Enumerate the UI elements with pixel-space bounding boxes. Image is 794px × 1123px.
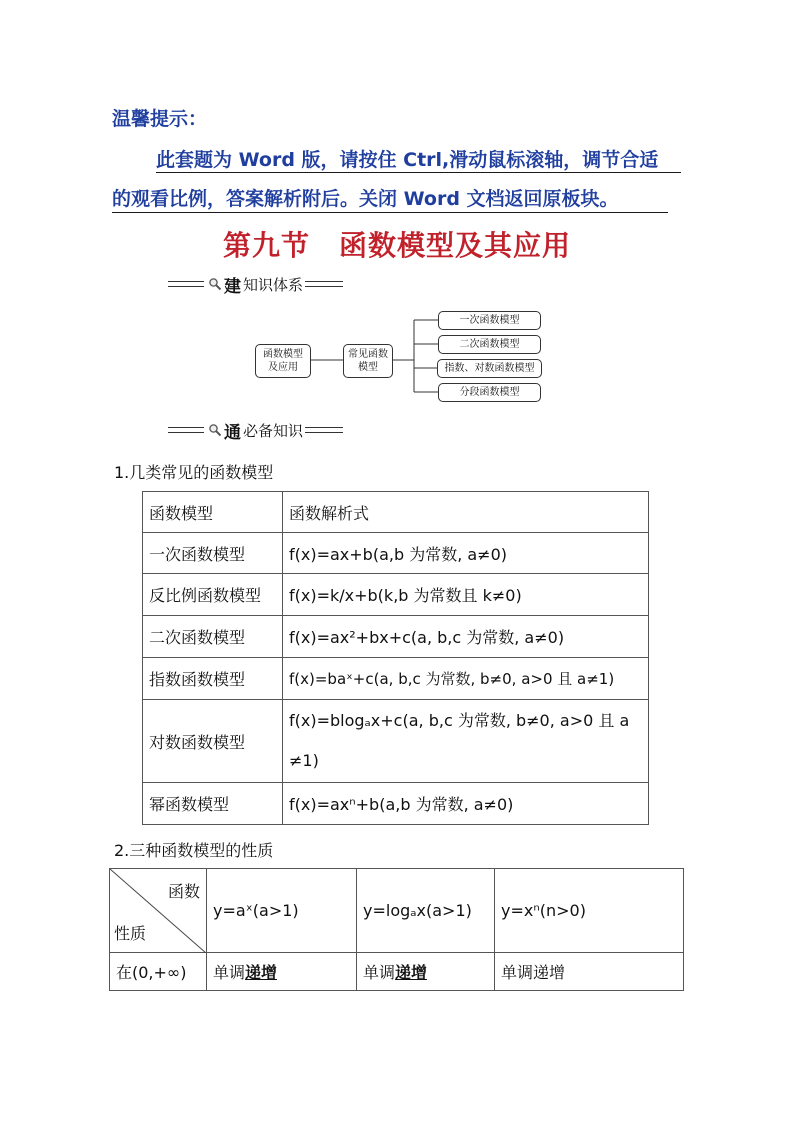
diagram-leaf-node [438, 383, 541, 402]
corner-bottom-label: 性质 [114, 924, 147, 943]
table-cell-formula: f(x)=ax+b(a,b 为常数, a≠0) [283, 533, 649, 574]
tip-line-1: 此套题为 Word 版，请按住 Ctrl,滑动鼠标滚轴，调节合适 [156, 149, 659, 171]
section-label: 必备知识 [243, 421, 304, 440]
table-cell-model: 幂函数模型 [143, 783, 283, 825]
section-emblem: 通 [224, 422, 241, 443]
page-title: 第九节 函数模型及其应用 [222, 229, 571, 262]
table-cell [357, 953, 495, 991]
corner-top-label: 函数 [167, 882, 200, 901]
tip-line-2: 的观看比例，答案解析附后。关闭 Word 文档返回原板块。 [112, 188, 619, 210]
table-cell-model: 二次函数模型 [143, 616, 283, 658]
diagram-leaf-label: 二次函数模型 [459, 339, 520, 350]
table-cell [495, 953, 684, 991]
table-cell-model: 一次函数模型 [143, 533, 283, 574]
heading-model-properties: 2.三种函数模型的性质 [114, 841, 274, 860]
diagonal-header-cell [110, 869, 207, 953]
diagram-leaf-node [438, 335, 541, 354]
table-cell-label: 在(0,+∞) [110, 953, 207, 991]
table-cell-formula: f(x)=blogₐx+c(a, b,c 为常数, b≠0, a>0 且 a ≠1) [283, 700, 649, 783]
table-row [110, 953, 684, 991]
table-row [143, 700, 649, 783]
diagram-leaf-node [438, 311, 541, 330]
cell-prefix: 单调 [213, 963, 246, 982]
table-cell-model: 指数函数模型 [143, 658, 283, 700]
diagram-leaf-label: 分段函数模型 [459, 387, 520, 398]
table-row [143, 658, 649, 700]
cell-answer: 递增 [533, 963, 566, 982]
table-row [143, 783, 649, 825]
diagram-root-node [255, 344, 311, 378]
cell-answer: 递增 [245, 963, 278, 982]
magnifier-icon [208, 423, 222, 437]
table-row [143, 616, 649, 658]
section-label: 知识体系 [243, 275, 304, 294]
double-rule-left [168, 427, 204, 433]
table-header-cell: y=logₐx(a>1) [357, 869, 495, 953]
table-cell-formula: f(x)=baˣ+c(a, b,c 为常数, b≠0, a>0 且 a≠1) [283, 658, 649, 700]
table-header-row [143, 492, 649, 533]
table-header-cell: 函数解析式 [283, 492, 649, 533]
diagram-leaf-node [437, 359, 542, 378]
diagram-mid-node [343, 344, 393, 378]
diagram-root-label: 函数模型及应用 [263, 349, 303, 373]
table-cell [207, 953, 357, 991]
table-cell-formula: f(x)=axⁿ+b(a,b 为常数, a≠0) [283, 783, 649, 825]
diagram-leaf-label: 指数、对数函数模型 [444, 363, 535, 374]
heading-function-models: 1.几类常见的函数模型 [114, 463, 274, 482]
table-header-cell: y=aˣ(a>1) [207, 869, 357, 953]
double-rule-right [305, 427, 343, 433]
table-cell-formula: f(x)=k/x+b(k,b 为常数且 k≠0) [283, 574, 649, 616]
section-essential-knowledge [168, 420, 343, 443]
cell-prefix: 单调 [501, 963, 534, 982]
model-properties-table [109, 868, 684, 991]
diagram-leaf-label: 一次函数模型 [459, 315, 520, 326]
table-header-cell: 函数模型 [143, 492, 283, 533]
table-cell-formula: f(x)=ax²+bx+c(a, b,c 为常数, a≠0) [283, 616, 649, 658]
table-row [143, 533, 649, 574]
diagram-mid-label: 常见函数模型 [348, 349, 388, 373]
table-header-row [110, 869, 684, 953]
table-header-cell: y=xⁿ(n>0) [495, 869, 684, 953]
table-cell-model: 反比例函数模型 [143, 574, 283, 616]
section-emblem: 建 [224, 276, 241, 297]
table-cell-model: 对数函数模型 [143, 700, 283, 783]
cell-answer: 递增 [395, 963, 428, 982]
function-models-table [142, 491, 649, 825]
table-row [143, 574, 649, 616]
cell-prefix: 单调 [363, 963, 396, 982]
tip-title: 温馨提示： [112, 108, 208, 130]
